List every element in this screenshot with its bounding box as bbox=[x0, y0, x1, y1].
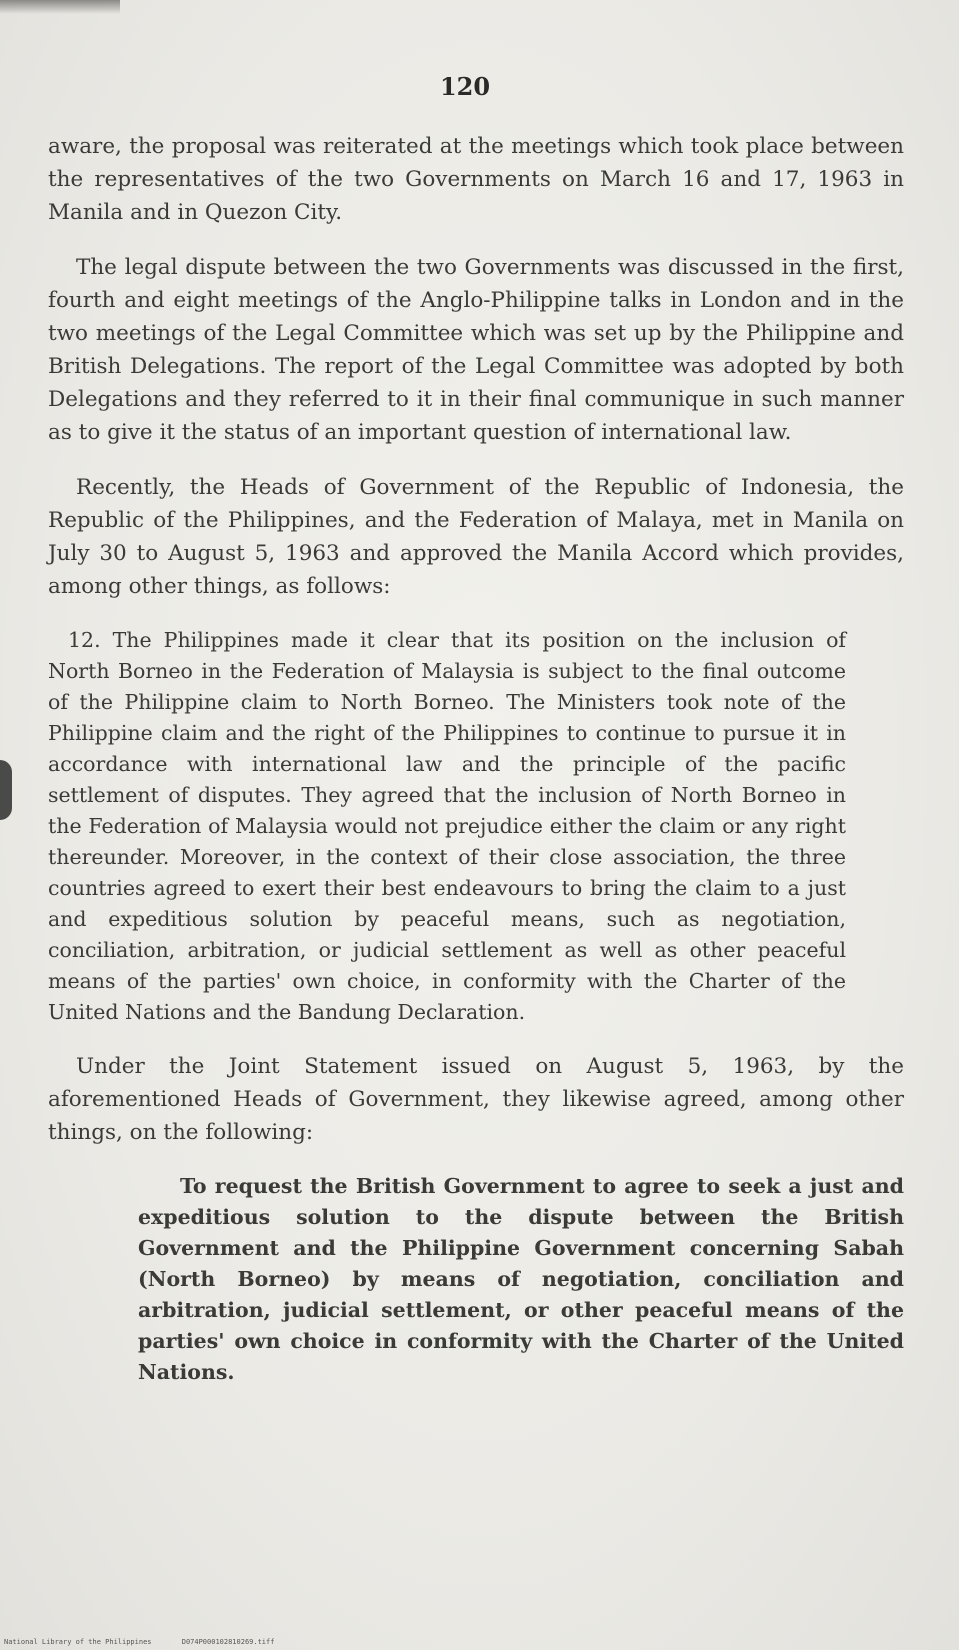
footer-library: National Library of the Philippines bbox=[4, 1638, 152, 1646]
footer-file-id: D074P000102810269.tiff bbox=[181, 1638, 275, 1646]
quote-joint-statement: To request the British Government to agree to seek a just and expeditious solution to the dispute between the British Government and the Philippine Government concerning Sabah (North Borneo) by means of negotiation, conciliation and arbitration, judicial settlement, or other peaceful means of the parties' own choice in conformity with the Charter of the United Nations. bbox=[138, 1174, 904, 1384]
paragraph-legal-dispute: The legal dispute between the two Governments was discussed in the first, fourth and eight meetings of the Anglo-Philippine talks in London and in the two meetings of the Legal Committee which was set up by the Philippine and British Delegations. The report of the Legal Committee was adopted by both Delegations and they referred to it in their final communique in such manner as to give it the status of an important question of international law. bbox=[48, 255, 904, 445]
paragraph-joint-statement: Under the Joint Statement issued on August 5, 1963, by the aforementioned Heads of Government, they likewise agreed, among other things, on the following: bbox=[48, 1054, 904, 1145]
body-text bbox=[48, 130, 904, 1410]
quote-manila-accord-clause-12: 12. The Philippines made it clear that its position on the inclusion of North Borneo in the Federation of Malaysia is subject to the final outcome of the Philippine claim to North Borneo. The Ministers took note of the Philippine claim and the right of the Philippines to continue to pursue it in accordance with international law and the principle of the pacific settlement of disputes. They agreed that the inclusion of North Borneo in the Federation of Malaysia would not prejudice either the claim or any right thereunder. Moreover, in the context of their close association, the three countries agreed to exert their best endeavours to bring the claim to a just and expeditious solution by peaceful means, such as negotiation, conciliation, arbitration, or judicial settlement as well as other peaceful means of the parties' own choice, in conformity with the Charter of the United Nations and the Bandung Declaration. bbox=[48, 628, 846, 1024]
paragraph-continuation: aware, the proposal was reiterated at the meetings which took place between the representatives of the two Governments on March 16 and 17, 1963 in Manila and in Quezon City. bbox=[48, 134, 904, 225]
scan-footer bbox=[4, 1638, 300, 1646]
binding-mark bbox=[0, 760, 12, 820]
paragraph-manila-accord: Recently, the Heads of Government of the Republic of Indonesia, the Republic of the Philippines, and the Federation of Malaya, met in Manila on July 30 to August 5, 1963 and approved the Manila Accord which provides, among other things, as follows: bbox=[48, 475, 904, 599]
page-number: 120 bbox=[439, 72, 491, 101]
scan-corner-shadow bbox=[0, 0, 120, 14]
